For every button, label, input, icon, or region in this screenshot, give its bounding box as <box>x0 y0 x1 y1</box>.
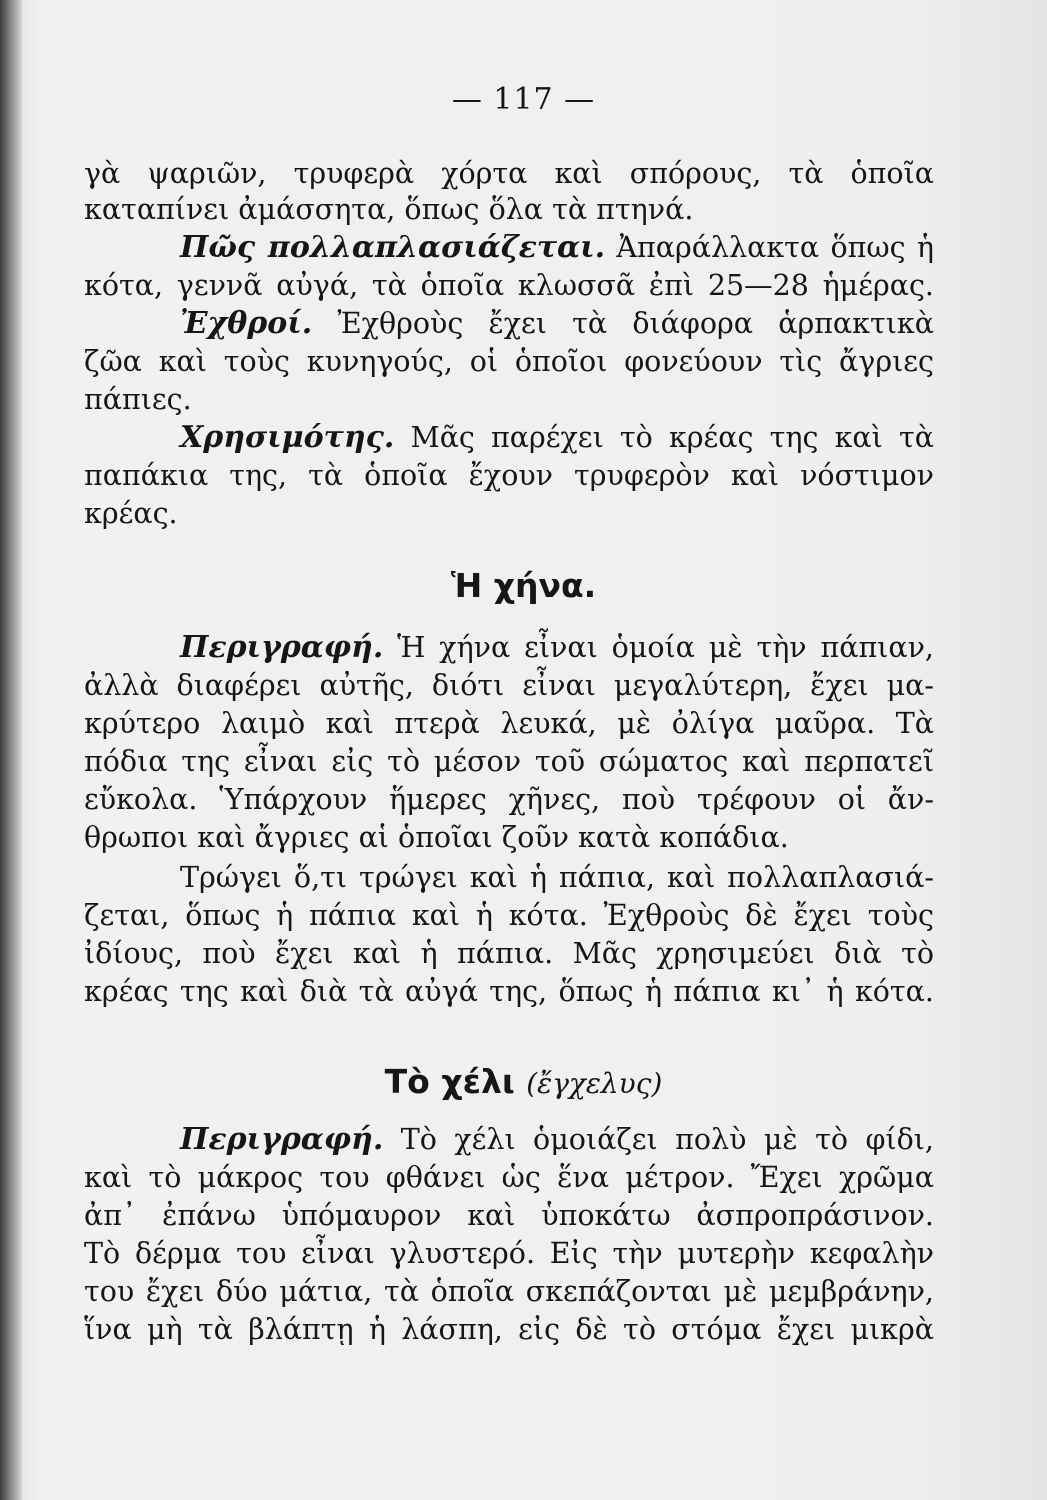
book-spine <box>0 0 22 1500</box>
text-line: καὶ τὸ μάκρος του φθάνει ὡς ἕνα μέτρον. Ἔχει χρῶμα <box>84 1161 934 1194</box>
multiplication-heading: Πῶς πολλαπλασιάζεται. <box>180 230 606 265</box>
enemies-text: Ἐχθροὺς ἔχει τὰ διάφορα ἁρπακτικὰ <box>312 307 934 340</box>
text-line: κρέας της καὶ διὰ τὰ αὐγά της, ὅπως ἡ πάπια κι᾿ ἡ κότα. <box>84 975 934 1008</box>
text-line <box>180 1122 934 1158</box>
text-line: ἀπ᾿ ἐπάνω ὑπόμαυρον καὶ ὑποκάτω ἀσπροπράσινον. <box>84 1199 934 1232</box>
text-line: εὔκολα. Ὑπάρχουν ἥμερες χῆνες, ποὺ τρέφουν οἱ ἄν- <box>84 783 934 816</box>
eel-description-heading: Περιγραφή. <box>180 1122 384 1157</box>
text-line: πάπιες. <box>84 383 192 416</box>
text-line: ἀλλὰ διαφέρει αὐτῆς, διότι εἶναι μεγαλύτερη, ἔχει μα- <box>84 669 934 702</box>
text-line: παπάκια της, τὰ ὁποῖα ἔχουν τρυφερὸν καὶ νόστιμον <box>84 459 934 492</box>
text-line: πόδια της εἶναι εἰς τὸ μέσον τοῦ σώματος καὶ περπατεῖ <box>84 745 934 778</box>
section-heading-goose: Ἡ χήνα. <box>450 566 597 605</box>
text-line <box>180 420 934 456</box>
text-line: κότα, γεννᾶ αὐγά, τὰ ὁποῖα κλωσσᾶ ἐπὶ 25—28 ἡμέρας. <box>84 269 934 302</box>
text-line: του ἔχει δύο μάτια, τὰ ὁποῖα σκεπάζονται μὲ μεμβράνην, <box>84 1275 934 1308</box>
page-number: — 117 — <box>451 82 596 117</box>
text-line: θρωποι καὶ ἄγριες αἱ ὁποῖαι ζοῦν κατὰ κοπάδια. <box>84 821 789 854</box>
text-line: κρέας. <box>84 497 178 530</box>
text-line: ἰδίους, ποὺ ἔχει καὶ ἡ πάπια. Μᾶς χρησιμεύει διὰ τὸ <box>84 937 934 970</box>
eel-latin-name: (ἔγχελυς) <box>526 1067 663 1100</box>
text-line: καταπίνει ἀμάσσητα, ὅπως ὅλα τὰ πτηνά. <box>84 193 694 226</box>
text-line: ζῶα καὶ τοὺς κυνηγούς, οἱ ὁποῖοι φονεύουν τὶς ἄγριες <box>84 345 934 378</box>
text-line <box>180 630 934 666</box>
text-line <box>180 230 934 266</box>
eel-title: Τὸ χέλι <box>384 1062 515 1101</box>
text-line: ζεται, ὅπως ἡ πάπια καὶ ἡ κότα. Ἐχθροὺς δὲ ἔχει τοὺς <box>84 899 934 932</box>
text-line: κρύτερο λαιμὸ καὶ πτερὰ λευκά, μὲ ὀλίγα μαῦρα. Τὰ <box>84 707 934 740</box>
eel-description-text: Τὸ χέλι ὁμοιάζει πολὺ μὲ τὸ φίδι, <box>383 1123 934 1156</box>
enemies-heading: Ἐχθροί. <box>180 306 313 341</box>
text-line: ἵνα μὴ τὰ βλάπτῃ ἡ λάσπη, εἰς δὲ τὸ στόμα ἔχει μικρὰ <box>84 1313 934 1346</box>
section-heading-eel <box>0 1062 1047 1101</box>
goose-description-text: Ἡ χήνα εἶναι ὁμοία μὲ τὴν πάπιαν, <box>383 631 934 664</box>
text-line: Τρώγει ὅ,τι τρώγει καὶ ἡ πάπια, καὶ πολλαπλασιά- <box>180 861 934 894</box>
usefulness-heading: Χρησιμότης. <box>180 420 395 455</box>
text-line: γὰ ψαριῶν, τρυφερὰ χόρτα καὶ σπόρους, τὰ ὁποῖα <box>84 157 934 190</box>
text-line <box>180 306 934 342</box>
text-line: Τὸ δέρμα του εἶναι γλυστερό. Εἰς τὴν μυτερὴν κεφαλὴν <box>84 1237 934 1270</box>
usefulness-text: Μᾶς παρέχει τὸ κρέας της καὶ τὰ <box>394 421 934 454</box>
goose-description-heading: Περιγραφή. <box>180 630 384 665</box>
multiplication-text: Ἀπαράλλακτα ὅπως ἡ <box>605 231 934 264</box>
